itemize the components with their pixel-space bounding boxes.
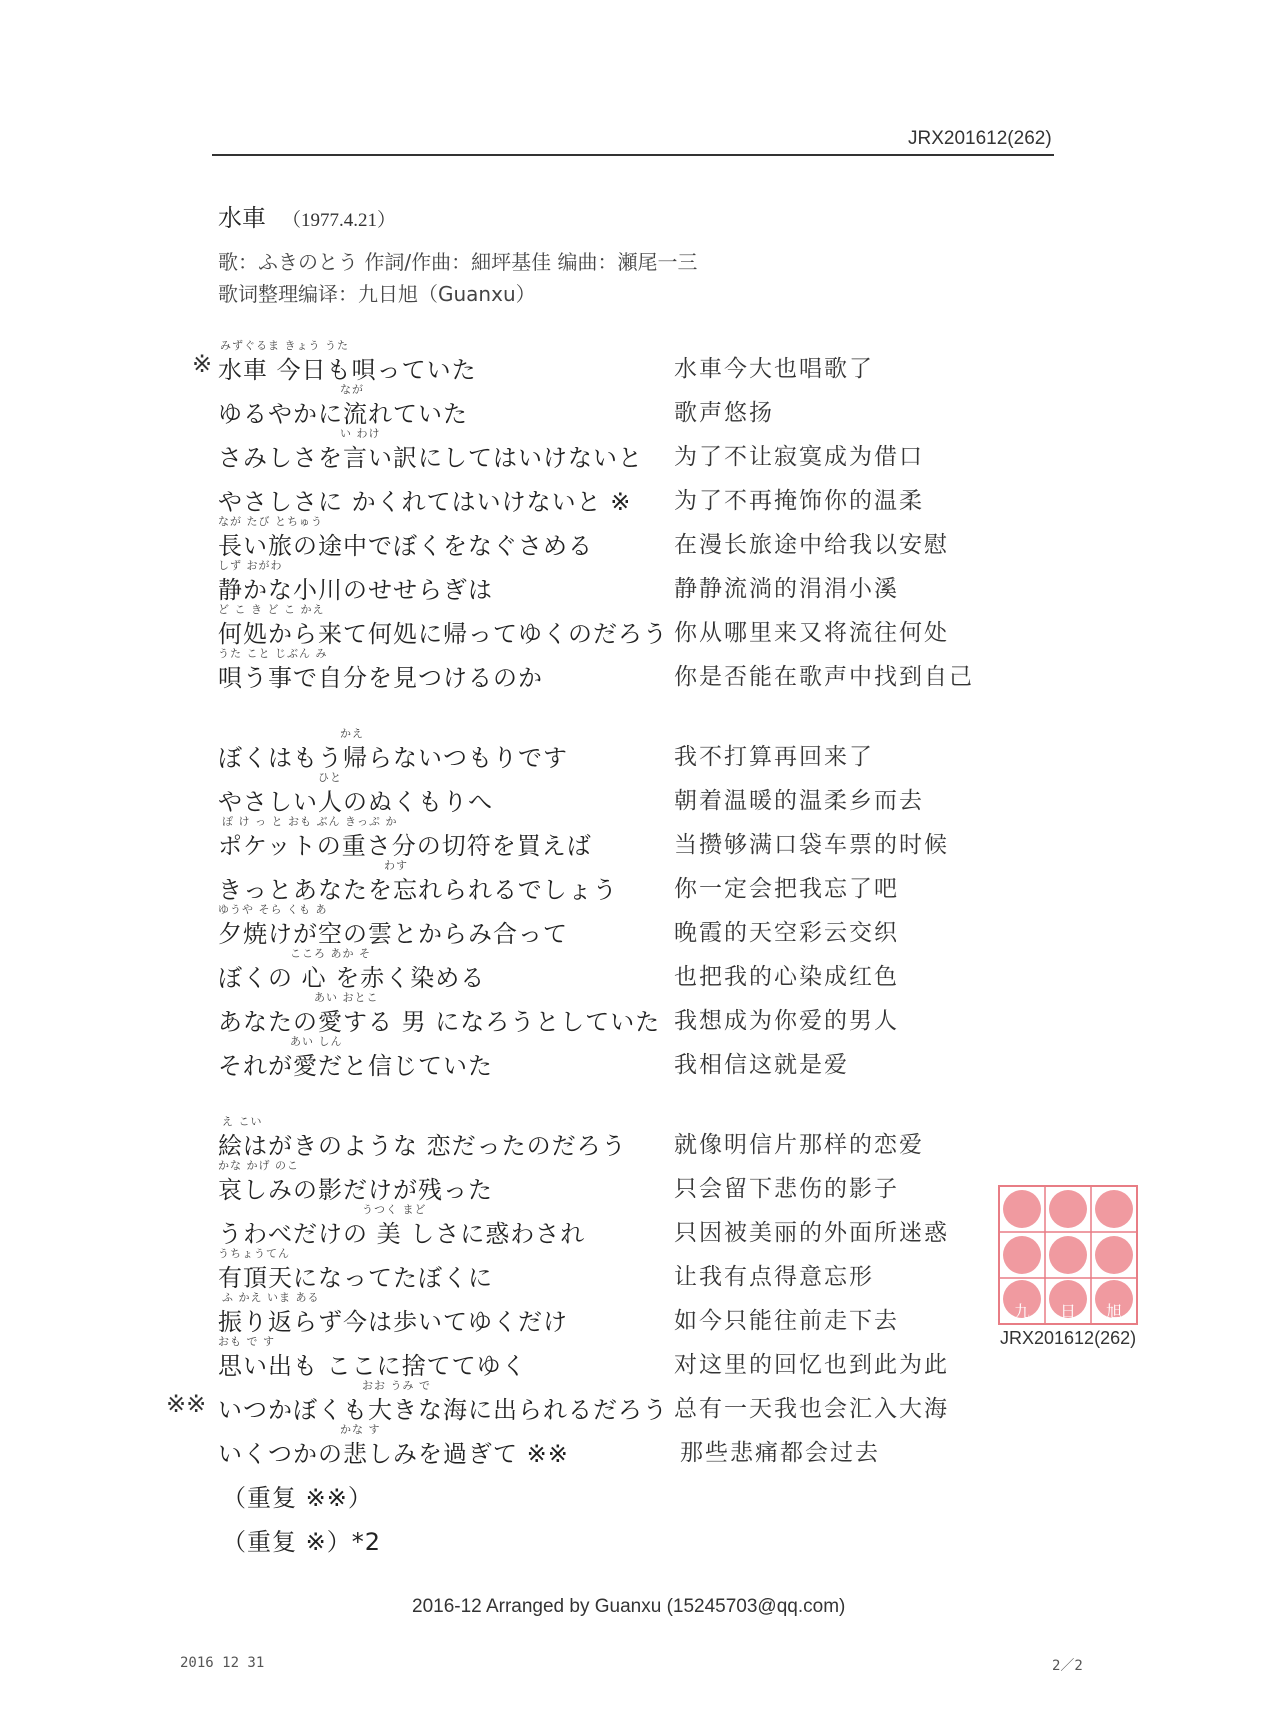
lyric-line-cn: 那些悲痛都会过去 [680, 1440, 880, 1466]
lyric-line-cn: 让我有点得意忘形 [674, 1264, 874, 1290]
repeat-note: （重复 ※）*2 [222, 1528, 382, 1556]
lyric-line-cn: 我想成为你爱的男人 [674, 1008, 899, 1034]
lyric-line-jp: 哀しみの影だけが残った [218, 1176, 493, 1204]
repeat-note: （重复 ※※） [222, 1484, 373, 1512]
song-title-block [218, 198, 396, 233]
lyric-line-cn: 总有一天我也会汇入大海 [674, 1396, 949, 1422]
furigana: ひと [318, 771, 342, 784]
lyric-line-jp: それが愛だと信じていた [218, 1052, 493, 1080]
lyric-line-cn: 静静流淌的涓涓小溪 [674, 576, 899, 602]
lyric-line-cn: 你是否能在歌声中找到自己 [674, 664, 974, 690]
seal-stamp [998, 1185, 1138, 1325]
lyrics-arranger: 歌词整理编译：九日旭（Guanxu） [218, 282, 536, 306]
furigana: うつく まど [362, 1203, 427, 1216]
lyric-line-jp: やさしい人のぬくもりへ [218, 788, 493, 816]
furigana: こころ あか そ [290, 947, 371, 960]
furigana: かな かげ のこ [218, 1159, 299, 1172]
footer-credit: 2016-12 Arranged by Guanxu (15245703@qq.com) [412, 1596, 846, 1617]
document-code: JRX201612(262) [908, 128, 1052, 149]
lyric-line-jp: 思い出も ここに捨ててゆく [218, 1352, 527, 1380]
furigana: なが [340, 383, 364, 396]
song-title: 水車 [218, 204, 266, 232]
seal-char: 九 [1013, 1302, 1031, 1321]
furigana: なが たび とちゅう [218, 515, 323, 528]
furigana: かえ [340, 727, 364, 740]
furigana: ぽ け っ と おも ぶん きっぷ か [222, 815, 398, 828]
lyric-line-jp: 静かな小川のせせらぎは [218, 576, 493, 604]
lyric-line-cn: 对这里的回忆也到此为此 [674, 1352, 949, 1378]
refrain-marker: ※ [192, 350, 213, 378]
seal-code: JRX201612(262) [1000, 1328, 1137, 1348]
lyric-line-jp: 唄う事で自分を見つけるのか [218, 664, 543, 692]
lyric-line-cn: 只因被美丽的外面所迷惑 [674, 1220, 949, 1246]
lyric-line-jp: ゆるやかに流れていた [218, 400, 468, 428]
lyric-line-cn: 就像明信片那样的恋爱 [674, 1132, 924, 1158]
lyric-line-jp: いつかぼくも大きな海に出られるだろう [218, 1396, 668, 1424]
furigana: わす [384, 859, 408, 872]
lyric-line-cn: 在漫长旅途中给我以安慰 [674, 532, 949, 558]
lyric-line-cn: 你从哪里来又将流往何处 [674, 620, 949, 646]
lyric-line-cn: 为了不再掩饰你的温柔 [674, 488, 924, 514]
lyric-line-cn: 当攒够满口袋车票的时候 [674, 832, 949, 858]
furigana: え こい [222, 1115, 263, 1128]
footer-date: 2016 12 31 [180, 1655, 265, 1671]
lyric-line-jp: やさしさに かくれてはいけないと ※ [218, 488, 632, 516]
lyric-line-jp: あなたの愛する 男 になろうとしていた [218, 1008, 661, 1036]
furigana: しず おがわ [218, 559, 283, 572]
furigana: ど こ き ど こ かえ [218, 603, 325, 616]
furigana: おお うみ で [362, 1379, 431, 1392]
lyric-line-cn: 只会留下悲伤的影子 [674, 1176, 899, 1202]
lyric-line-jp: 長い旅の途中でぼくをなぐさめる [218, 532, 593, 560]
lyric-line-jp: 夕焼けが空の雲とからみ合って [218, 920, 568, 948]
header-rule [212, 154, 1054, 156]
lyric-line-cn: 我不打算再回来了 [674, 744, 874, 770]
seal-grid-graphic [1000, 1187, 1136, 1323]
song-credits: 歌：ふきのとう 作詞/作曲：細坪基佳 编曲：瀬尾一三 [218, 250, 698, 274]
lyric-line-jp: 何処から来て何処に帰ってゆくのだろう [218, 620, 668, 648]
furigana: みずぐるま きょう うた [220, 339, 349, 352]
furigana: あい しん [290, 1035, 343, 1048]
lyric-line-jp: ぼくの 心 を赤く染める [218, 964, 486, 992]
furigana: おも で す [218, 1335, 275, 1348]
lyric-line-cn: 歌声悠扬 [674, 400, 774, 426]
furigana: ゆうや そら くも あ [218, 903, 328, 916]
lyric-line-jp: うわべだけの 美 しさに惑わされ [218, 1220, 586, 1248]
lyric-line-jp: 振り返らず今は歩いてゆくだけ [218, 1308, 568, 1336]
lyric-line-jp: ぼくはもう帰らないつもりです [218, 744, 568, 772]
lyric-line-cn: 晚霞的天空彩云交织 [674, 920, 899, 946]
lyric-line-jp: いくつかの悲しみを過ぎて ※※ [218, 1440, 569, 1468]
lyric-line-cn: 为了不让寂寞成为借口 [674, 444, 924, 470]
lyric-line-cn: 水車今大也唱歌了 [674, 356, 874, 382]
lyric-line-cn: 我相信这就是爱 [674, 1052, 849, 1078]
lyric-line-cn: 也把我的心染成红色 [674, 964, 899, 990]
furigana: うちょうてん [218, 1247, 290, 1260]
lyric-line-jp: さみしさを言い訳にしてはいけないと [218, 444, 643, 472]
seal-char: 日 [1059, 1302, 1077, 1321]
furigana: ふ かえ いま ある [222, 1291, 320, 1304]
furigana: い わけ [340, 427, 381, 440]
lyric-line-cn: 如今只能往前走下去 [674, 1308, 899, 1334]
furigana: うた こと じぶん み [218, 647, 328, 660]
lyric-line-jp: ポケットの重さ分の切符を買えば [218, 832, 592, 860]
refrain-marker: ※※ [166, 1390, 207, 1418]
seal-char: 旭 [1105, 1302, 1123, 1321]
lyric-line-jp: きっとあなたを忘れられるでしょう [218, 876, 618, 904]
furigana: あい おとこ [314, 991, 379, 1004]
lyric-line-cn: 你一定会把我忘了吧 [674, 876, 899, 902]
furigana: かな す [340, 1423, 381, 1436]
lyric-line-jp: 絵はがきのような 恋だったのだろう [218, 1132, 627, 1160]
page-number: 2／2 [1052, 1658, 1083, 1674]
song-date: （1977.4.21） [282, 210, 397, 231]
lyric-line-jp: 有頂天になってたぼくに [218, 1264, 493, 1292]
lyric-line-jp: 水車 今日も唄っていた [218, 356, 477, 384]
lyric-line-cn: 朝着温暖的温柔乡而去 [674, 788, 924, 814]
